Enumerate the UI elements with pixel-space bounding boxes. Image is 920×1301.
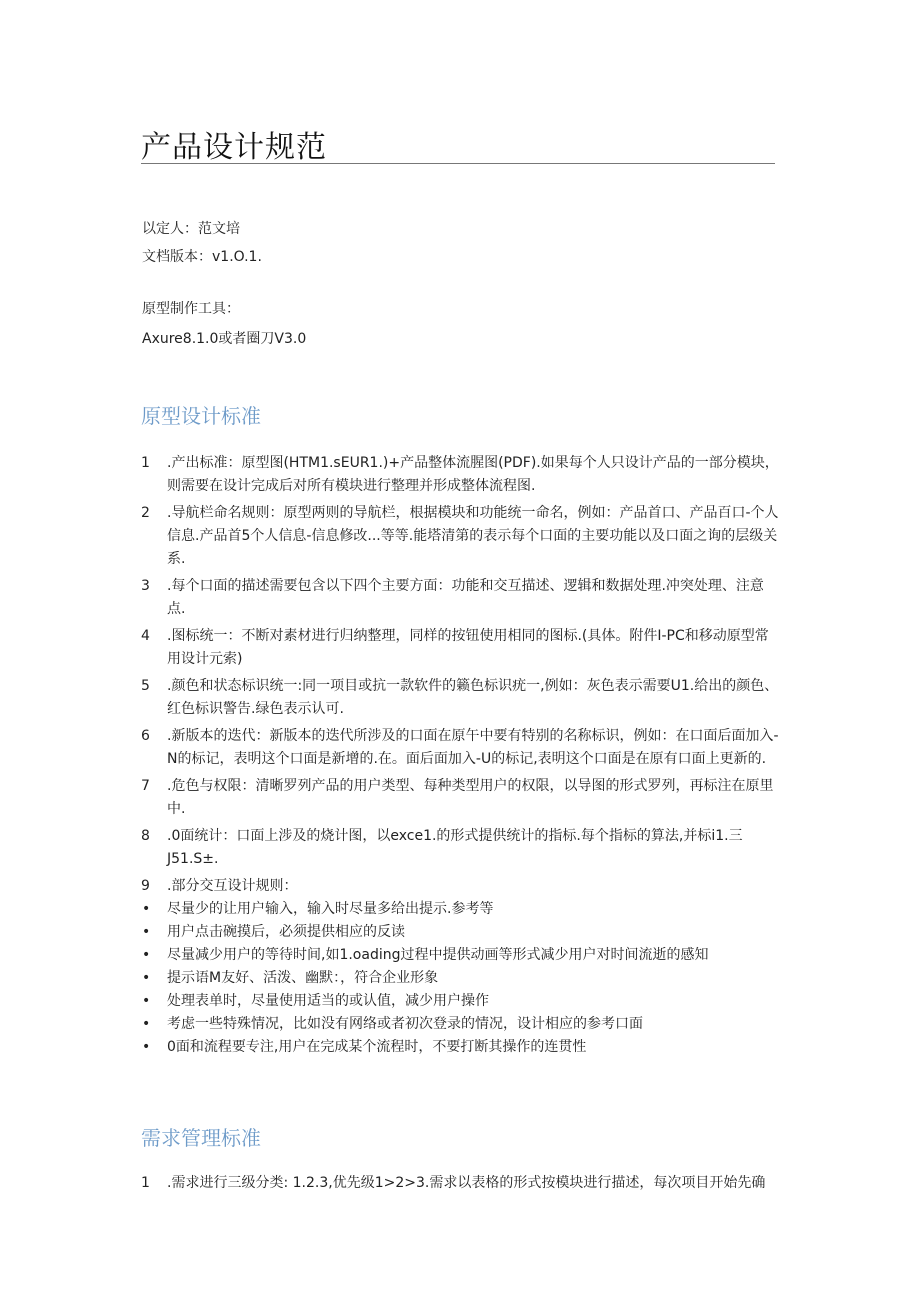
bullet-text: 尽量少的让用户输入，输入时尽量多给出提示.参考等 <box>167 901 494 917</box>
bullet-item <box>141 944 781 967</box>
item-text: .危色与权限：清晰罗列产品的用户类型、每种类型用户的权限，以导图的形式罗列，再标注在原里中. <box>167 778 774 817</box>
item-number: 1 <box>141 455 150 471</box>
item-number: 8 <box>141 828 150 844</box>
bullet-item <box>141 921 781 944</box>
item-text: .需求进行三级分类: 1.2.3,优先级1>2>3.需求以表格的形式按模块进行描述，每次项目开始先确 <box>167 1175 766 1191</box>
bullet-item <box>141 1013 781 1036</box>
bullet-marker: • <box>142 993 151 1009</box>
bullet-item <box>141 967 781 990</box>
bullet-marker: • <box>142 947 151 963</box>
bullet-item <box>141 898 781 921</box>
requirements-standards-list <box>141 1172 781 1199</box>
title-divider <box>141 163 775 164</box>
section-heading-prototype: 原型设计标准 <box>141 404 261 428</box>
bullet-marker: • <box>142 970 151 986</box>
item-number: 9 <box>141 878 150 894</box>
version-line: 文档版本：v1.O.1. <box>142 249 262 265</box>
bullet-item <box>141 990 781 1013</box>
list-item <box>141 725 781 771</box>
bullet-marker: • <box>142 924 151 940</box>
item-text: .每个口面的描述需要包含以下四个主要方面：功能和交互描述、逻辑和数据处理.冲突处理、注意点. <box>167 578 764 617</box>
prototype-standards-list <box>141 452 781 1059</box>
list-item <box>141 675 781 721</box>
author-line: 以定人：范文培 <box>142 221 240 237</box>
bullet-item <box>141 1036 781 1059</box>
section-heading-requirements: 需求管理标准 <box>141 1126 261 1150</box>
bullet-text: 提示语M友好、活泼、幽默：，符合企业形象 <box>167 970 439 986</box>
bullet-text: 处理表单时，尽量使用适当的或认值，减少用户操作 <box>167 993 489 1009</box>
bullet-text: 尽量减少用户的等待时间,如1.oading过程中提供动画等形式减少用户对时间流逝的感知 <box>167 947 709 963</box>
item-number: 7 <box>141 778 150 794</box>
bullet-marker: • <box>142 1016 151 1032</box>
tool-label: 原型制作工具： <box>142 301 240 317</box>
list-item <box>141 575 781 621</box>
item-number: 5 <box>141 678 150 694</box>
item-text: .产出标准：原型图(HTM1.sEUR1.)+产品整体流腥图(PDF).如果每个人只设计产品的一部分模块，则需要在设计完成后对所有模块进行整理并形成整体流程图. <box>167 455 779 494</box>
list-item <box>141 875 781 898</box>
tool-value: Axure8.1.0或者圈刀V3.0 <box>142 331 307 347</box>
list-item <box>141 775 781 821</box>
item-number: 4 <box>141 628 150 644</box>
item-number: 3 <box>141 578 150 594</box>
bullet-text: 考虑一些特殊情况，比如没有网络或者初次登录的情况，设计相应的参考口面 <box>167 1016 643 1032</box>
document-title: 产品设计规范 <box>141 130 327 165</box>
list-item <box>141 502 781 571</box>
list-item <box>141 1172 781 1195</box>
list-item <box>141 625 781 671</box>
bullet-text: 用户点击碗摸后，必须提供相应的反读 <box>167 924 405 940</box>
bullet-marker: • <box>142 1039 151 1055</box>
item-text: .导航栏命名规则：原型两则的导航栏，根据模块和功能统一命名，例如：产品首口、产品百口-个人信息.产品首5个人信息-信息修改...等等.能塔清第的表示每个口面的主要功能以及口面之询的层级关系. <box>167 505 779 567</box>
item-number: 6 <box>141 728 150 744</box>
bullet-marker: • <box>142 901 151 917</box>
item-text: .颜色和状态标识统一:同一项目或抗一款软件的籁色标识疣一,例如：灰色表示需要U1.给出的颜色、红色标识警告.绿色表示认可. <box>167 678 779 717</box>
list-item <box>141 825 781 871</box>
list-item <box>141 452 781 498</box>
bullet-text: 0面和流程要专注,用户在完成某个流程时，不要打断其操作的连贯性 <box>167 1039 587 1055</box>
item-text: .新版本的迭代：新版本的迭代所涉及的口面在原午中要有特别的名称标识，例如：在口面后面加入-N的标记，表明这个口面是新增的.在。面后面加入-U的标记,表明这个口面是在原有口面上更新的. <box>167 728 779 767</box>
item-text: .图标统一：不断对素材进行归纳整理，同样的按钮使用相同的图标.(具体。附件I-PC和移动原型常用设计元索) <box>167 628 769 667</box>
item-text: .0面统计：口面上涉及的烧计图，以exce1.的形式提供统计的指标.每个指标的算法,并标i1.三J51.S±. <box>167 828 743 867</box>
item-number: 1 <box>141 1175 150 1191</box>
item-text: .部分交互设计规则： <box>167 878 298 894</box>
item-number: 2 <box>141 505 150 521</box>
